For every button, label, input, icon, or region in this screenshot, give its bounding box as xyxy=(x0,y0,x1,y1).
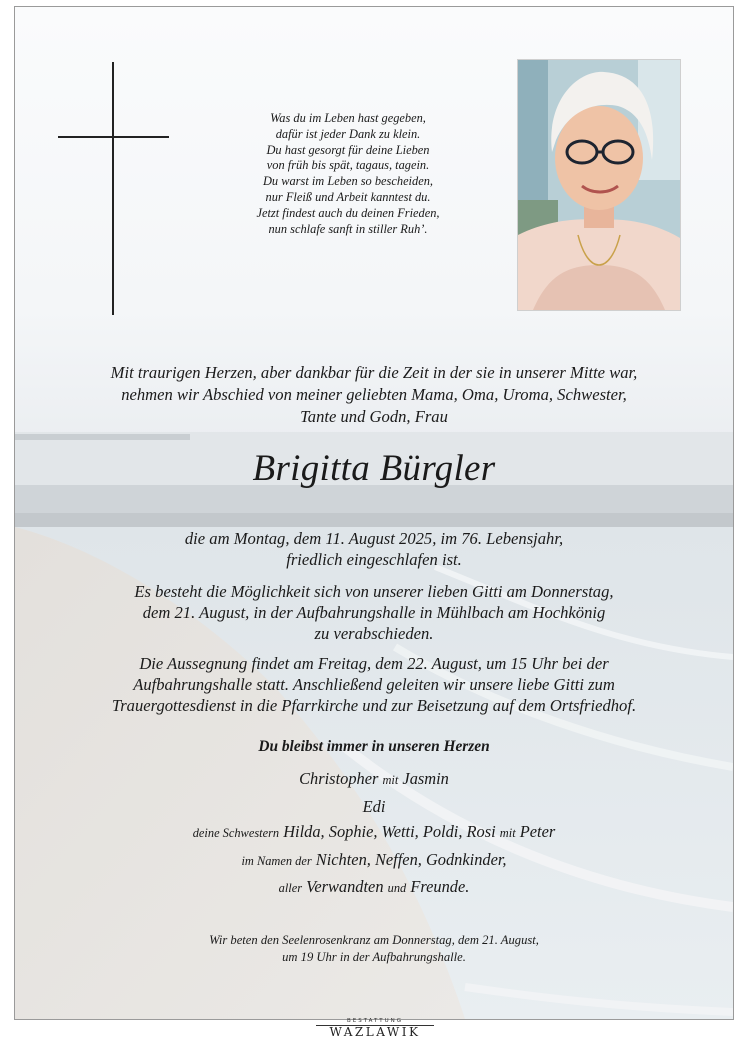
mourners-list xyxy=(15,766,733,902)
intro-line: nehmen wir Abschied von meiner geliebten Mama, Oma, Uroma, Schwester, xyxy=(121,385,627,404)
mourner-connector: aller xyxy=(278,881,303,895)
mourner-line xyxy=(15,794,733,820)
viewing-line: Es besteht die Möglichkeit sich von unserer lieben Gitti am Donnerstag, xyxy=(134,582,614,601)
death-notice-line: friedlich eingeschlafen ist. xyxy=(286,550,462,569)
intro-text xyxy=(15,362,733,428)
intro-line: Mit traurigen Herzen, aber dankbar für die Zeit in der sie in unserer Mitte war, xyxy=(110,363,638,382)
mourner-name: Peter xyxy=(519,822,556,841)
mourner-connector: mit xyxy=(499,826,516,840)
mourner-name: Edi xyxy=(362,796,386,816)
rosary-notice xyxy=(15,932,733,966)
funeral-line: Trauergottesdienst in die Pfarrkirche und zur Beisetzung auf dem Ortsfriedhof. xyxy=(111,696,637,715)
mourner-name: Nichten, Neffen, Godnkinder, xyxy=(315,849,507,869)
viewing-line: zu verabschieden. xyxy=(314,624,434,643)
mourner-connector: und xyxy=(387,881,407,895)
logo-tagline: BESTATTUNG xyxy=(346,1018,404,1024)
viewing-line: dem 21. August, in der Aufbahrungshalle in Mühlbach am Hochkönig xyxy=(142,603,606,622)
mourner-name: Hilda, Sophie, Wetti, Poldi, Rosi xyxy=(283,822,496,841)
funeral-line: Die Aussegnung findet am Freitag, dem 22. August, um 15 Uhr bei der xyxy=(139,654,609,673)
poem-line: Du warst im Leben so bescheiden, xyxy=(262,174,433,189)
portrait-illustration xyxy=(518,60,680,310)
poem-line: nun schlafe sanft in stiller Ruh’. xyxy=(268,221,428,236)
funeral-home-logo xyxy=(316,1018,434,1039)
cross-vertical-bar xyxy=(112,62,114,315)
death-notice-line: die am Montag, dem 11. August 2025, im 76. Lebensjahr, xyxy=(184,529,564,548)
mourner-name: Jasmin xyxy=(402,769,449,788)
poem-line: Du hast gesorgt für deine Lieben xyxy=(266,142,430,157)
poem-line: von früh bis spät, tagaus, tagein. xyxy=(266,158,430,173)
rosary-line: Wir beten den Seelenrosenkranz am Donnerstag, dem 21. August, xyxy=(209,933,539,947)
funeral-info xyxy=(15,653,733,716)
mourner-line xyxy=(15,847,733,875)
poem-line: Jetzt findest auch du deinen Frieden, xyxy=(256,205,440,220)
mourner-line xyxy=(15,819,733,847)
mourner-line xyxy=(15,766,733,794)
parte-sheet xyxy=(14,6,734,1020)
death-notice xyxy=(15,528,733,570)
closing-line: Du bleibst immer in unseren Herzen xyxy=(258,738,490,755)
mourner-name: Freunde. xyxy=(410,877,470,896)
mourner-connector: deine Schwestern xyxy=(192,826,280,840)
funeral-line: Aufbahrungshalle statt. Anschließend geleiten wir unsere liebe Gitti zum xyxy=(133,675,615,694)
rosary-line: um 19 Uhr in der Aufbahrungshalle. xyxy=(282,950,466,964)
poem-line: dafür ist jeder Dank zu klein. xyxy=(275,126,421,141)
mourner-name: Verwandten xyxy=(306,877,384,896)
intro-line: Tante und Godn, Frau xyxy=(300,407,448,426)
deceased-name: Brigitta Bürgler xyxy=(252,448,496,489)
mourner-connector: im Namen der xyxy=(241,853,312,868)
portrait-photo xyxy=(517,59,681,311)
mourner-connector: mit xyxy=(382,773,399,787)
mourner-line xyxy=(15,874,733,902)
cross-horizontal-bar xyxy=(58,136,169,138)
memorial-poem xyxy=(205,111,491,237)
poem-line: Was du im Leben hast gegeben, xyxy=(270,111,426,125)
viewing-info xyxy=(15,581,733,644)
logo-name: WAZLAWIK xyxy=(316,1025,434,1039)
mourner-name: Christopher xyxy=(299,769,379,788)
poem-line: nur Fleiß und Arbeit kanntest du. xyxy=(265,189,431,204)
